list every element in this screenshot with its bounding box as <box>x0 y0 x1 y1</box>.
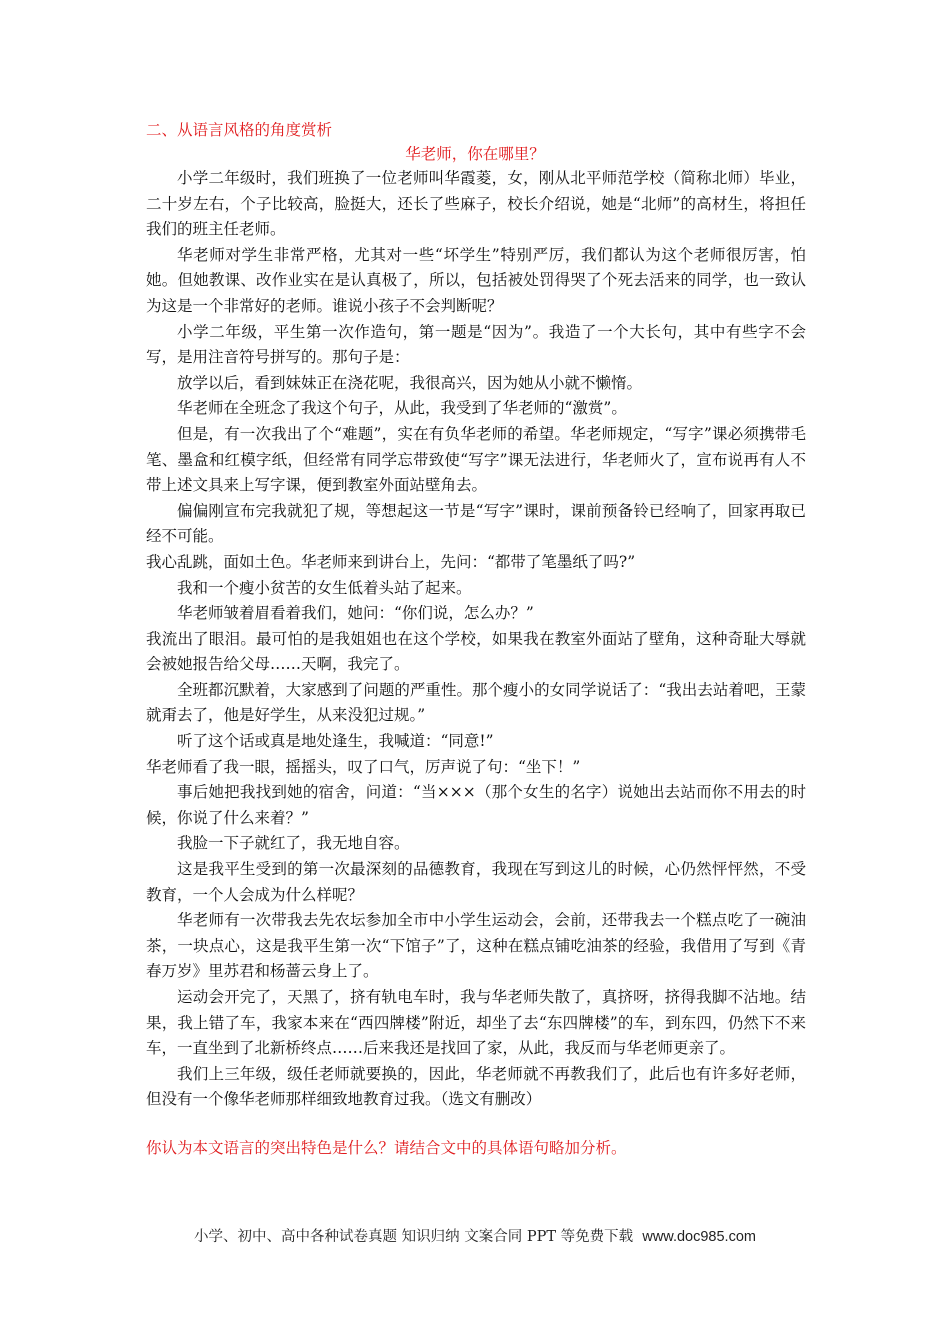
paragraph: 华老师有一次带我去先农坛参加全市中小学生运动会，会前，还带我去一个糕点吃了一碗油茶，一块点心，这是我平生第一次“下馆子”了，这种在糕点铺吃油茶的经验，我借用了写到《青春万岁》里苏君和杨蔷云身上了。 <box>146 911 806 981</box>
paragraph: 我脸一下子就红了，我无地自容。 <box>177 834 410 853</box>
paragraph: 听了这个话或真是地处逢生，我喊道：“同意!” <box>177 732 494 751</box>
paragraph: 我流出了眼泪。最可怕的是我姐姐也在这个学校，如果我在教室外面站了壁角，这种奇耻大辱就会被她报告给父母……天啊，我完了。 <box>146 629 806 674</box>
page-footer <box>0 1226 950 1248</box>
section-heading: 二、从语言风格的角度赏析 <box>146 121 333 139</box>
paragraph: 放学以后，看到妹妹正在浇花呢，我很高兴，因为她从小就不懒惰。 <box>177 373 643 392</box>
article-title: 华老师，你在哪里？ <box>405 145 545 163</box>
paragraph: 我和一个瘦小贫苦的女生低着头站了起来。 <box>177 578 472 597</box>
paragraph: 小学二年级时，我们班换了一位老师叫华霞菱，女，刚从北平师范学校（简称北师）毕业，二十岁左右，个子比较高，脸挺大，还长了些麻子，校长介绍说，她是“北师”的高材生，将担任我们的班主任老师。 <box>146 169 806 239</box>
paragraph: 运动会开完了，天黑了，挤有轨电车时，我与华老师失散了，真挤呀，挤得我脚不沾地。结果，我上错了车，我家本来在“西四牌楼”附近，却坐了去“东四牌楼”的车，到东四，仍然下不来车，一直坐到了北新桥终点……后来我还是找回了家，从此，我反而与华老师更亲了。 <box>146 988 806 1058</box>
analysis-question: 你认为本文语言的突出特色是什么？请结合文中的具体语句略加分析。 <box>146 1139 627 1157</box>
paragraph: 这是我平生受到的第一次最深刻的品德教育，我现在写到这儿的时候，心仍然怦怦然，不受教育，一个人会成为什么样呢？ <box>146 860 806 904</box>
paragraph: 事后她把我找到她的宿舍，问道：“当×××（那个女生的名字）说她出去站而你不用去的时候，你说了什么来着？” <box>146 783 806 827</box>
paragraph: 华老师在全班念了我这个句子，从此，我受到了华老师的“激赏”。 <box>177 399 627 418</box>
paragraph: 小学二年级，平生第一次作造句，第一题是“因为”。我造了一个大长句，其中有些字不会写，是用注音符号拼写的。那句子是： <box>146 322 806 367</box>
paragraph: 我们上三年级，级任老师就要换的，因此，华老师就不再教我们了，此后也有许多好老师，但没有一个像华老师那样细致地教育过我。（选文有删改） <box>146 1064 806 1109</box>
paragraph: 偏偏刚宣布完我就犯了规，等想起这一节是“写字”课时，课前预备铃已经响了，回家再取已经不可能。 <box>146 501 806 546</box>
paragraph: 华老师看了我一眼，摇摇头，叹了口气，厉声说了句：“坐下！” <box>146 757 581 776</box>
paragraph: 华老师皱着眉看着我们，她问：“你们说，怎么办？” <box>177 604 534 623</box>
footer-text: 小学、初中、高中各种试卷真题 知识归纳 文案合同 PPT 等免费下载 <box>194 1229 634 1245</box>
paragraph: 但是，有一次我出了个“难题”，实在有负华老师的希望。华老师规定，“写字”课必须携带毛笔、墨盒和红模字纸，但经常有同学忘带致使“写字”课无法进行，华老师火了，宣布说再有人不带上述文具来上写字课，便到教室外面站壁角去。 <box>146 424 806 495</box>
paragraph: 我心乱跳，面如土色。华老师来到讲台上，先问：“都带了笔墨纸了吗?” <box>146 552 636 571</box>
footer-url: www.doc985.com <box>642 1229 756 1245</box>
paragraph: 华老师对学生非常严格，尤其对一些“坏学生”特别严厉，我们都认为这个老师很厉害，怕她。但她教课、改作业实在是认真极了，所以，包括被处罚得哭了个死去活来的同学，也一致认为这是一个非常好的老师。谁说小孩子不会判断呢？ <box>146 245 806 315</box>
paragraph: 全班都沉默着，大家感到了问题的严重性。那个瘦小的女同学说话了：“我出去站着吧，王蒙就甭去了，他是好学生，从来没犯过规。” <box>146 680 806 725</box>
article-body <box>146 166 806 1113</box>
